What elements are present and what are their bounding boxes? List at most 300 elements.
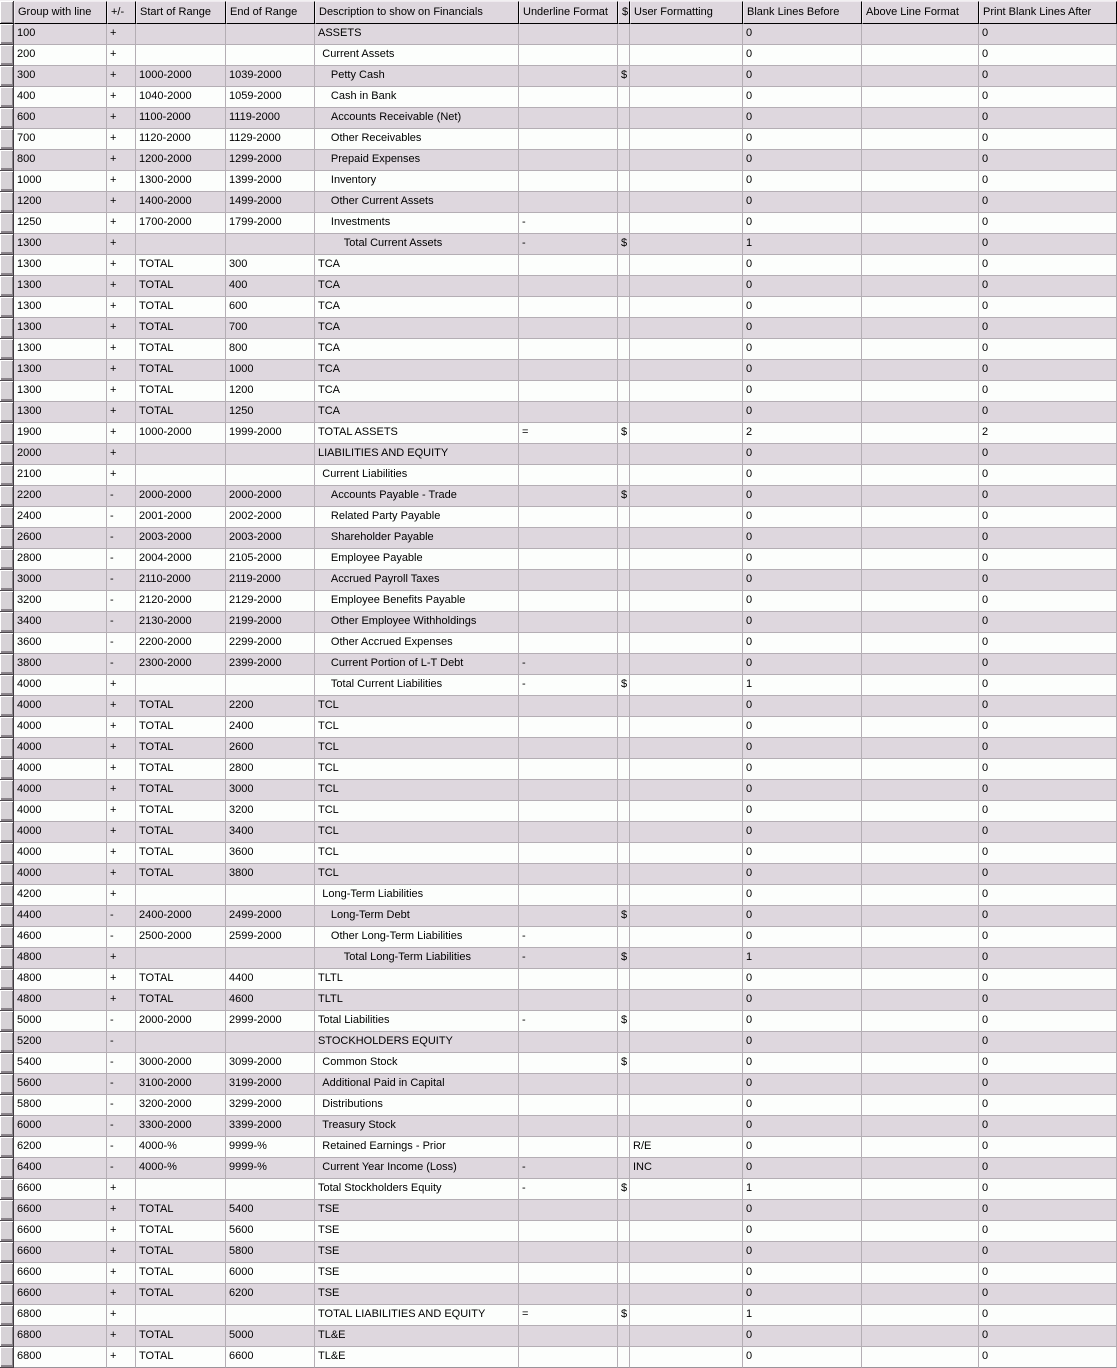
row-selector-button[interactable] — [0, 1263, 14, 1284]
row-selector-button[interactable] — [0, 675, 14, 696]
cell-print-blank-lines-after[interactable]: 0 — [979, 1095, 1117, 1116]
cell-dollar[interactable] — [618, 843, 630, 864]
row-selector-button[interactable] — [0, 885, 14, 906]
cell-above-line-format[interactable] — [862, 129, 979, 150]
cell-start-of-range[interactable] — [136, 444, 226, 465]
row-selector-button[interactable] — [0, 1347, 14, 1368]
cell-group-with-line[interactable]: 6800 — [14, 1305, 107, 1326]
cell-above-line-format[interactable] — [862, 486, 979, 507]
cell-group-with-line[interactable]: 5400 — [14, 1053, 107, 1074]
cell-underline-format[interactable] — [519, 45, 618, 66]
cell-end-of-range[interactable]: 2105-2000 — [226, 549, 315, 570]
cell-blank-lines-before[interactable]: 0 — [743, 570, 862, 591]
cell-end-of-range[interactable]: 1299-2000 — [226, 150, 315, 171]
cell-above-line-format[interactable] — [862, 1326, 979, 1347]
cell-description[interactable]: Investments — [315, 213, 519, 234]
cell-underline-format[interactable] — [519, 24, 618, 45]
cell-above-line-format[interactable] — [862, 192, 979, 213]
row-selector-button[interactable] — [0, 1158, 14, 1179]
cell-group-with-line[interactable]: 6600 — [14, 1221, 107, 1242]
cell-print-blank-lines-after[interactable]: 0 — [979, 738, 1117, 759]
cell-underline-format[interactable] — [519, 633, 618, 654]
cell-above-line-format[interactable] — [862, 444, 979, 465]
cell-user-formatting[interactable] — [630, 1053, 743, 1074]
cell-print-blank-lines-after[interactable]: 0 — [979, 654, 1117, 675]
cell-start-of-range[interactable]: TOTAL — [136, 276, 226, 297]
cell-underline-format[interactable] — [519, 990, 618, 1011]
cell-group-with-line[interactable]: 1300 — [14, 360, 107, 381]
cell-dollar[interactable] — [618, 276, 630, 297]
cell-start-of-range[interactable]: TOTAL — [136, 1284, 226, 1305]
cell-start-of-range[interactable]: TOTAL — [136, 360, 226, 381]
cell-start-of-range[interactable] — [136, 24, 226, 45]
cell-blank-lines-before[interactable]: 0 — [743, 759, 862, 780]
cell-group-with-line[interactable]: 1300 — [14, 402, 107, 423]
cell-plus-minus[interactable]: + — [107, 1326, 136, 1347]
cell-user-formatting[interactable] — [630, 864, 743, 885]
cell-blank-lines-before[interactable]: 0 — [743, 927, 862, 948]
cell-plus-minus[interactable]: + — [107, 297, 136, 318]
cell-underline-format[interactable] — [519, 507, 618, 528]
cell-group-with-line[interactable]: 4000 — [14, 759, 107, 780]
cell-description[interactable]: Other Employee Withholdings — [315, 612, 519, 633]
cell-group-with-line[interactable]: 3800 — [14, 654, 107, 675]
row-selector-button[interactable] — [0, 654, 14, 675]
cell-plus-minus[interactable]: + — [107, 780, 136, 801]
cell-description[interactable]: TCA — [315, 318, 519, 339]
cell-underline-format[interactable] — [519, 1074, 618, 1095]
cell-blank-lines-before[interactable]: 0 — [743, 45, 862, 66]
row-selector-button[interactable] — [0, 1242, 14, 1263]
cell-start-of-range[interactable]: 3100-2000 — [136, 1074, 226, 1095]
cell-description[interactable]: TSE — [315, 1221, 519, 1242]
cell-blank-lines-before[interactable]: 0 — [743, 402, 862, 423]
cell-description[interactable]: Other Receivables — [315, 129, 519, 150]
cell-plus-minus[interactable]: - — [107, 927, 136, 948]
cell-underline-format[interactable] — [519, 780, 618, 801]
cell-description[interactable]: Distributions — [315, 1095, 519, 1116]
cell-dollar[interactable] — [618, 549, 630, 570]
cell-description[interactable]: Petty Cash — [315, 66, 519, 87]
cell-blank-lines-before[interactable]: 0 — [743, 66, 862, 87]
cell-underline-format[interactable] — [519, 969, 618, 990]
cell-end-of-range[interactable]: 1999-2000 — [226, 423, 315, 444]
cell-end-of-range[interactable]: 5800 — [226, 1242, 315, 1263]
cell-description[interactable]: Other Long-Term Liabilities — [315, 927, 519, 948]
cell-underline-format[interactable] — [519, 1284, 618, 1305]
cell-underline-format[interactable] — [519, 444, 618, 465]
cell-plus-minus[interactable]: + — [107, 990, 136, 1011]
cell-dollar[interactable] — [618, 45, 630, 66]
cell-above-line-format[interactable] — [862, 864, 979, 885]
cell-plus-minus[interactable]: - — [107, 1011, 136, 1032]
cell-plus-minus[interactable]: + — [107, 1179, 136, 1200]
cell-print-blank-lines-after[interactable]: 0 — [979, 234, 1117, 255]
cell-description[interactable]: TSE — [315, 1242, 519, 1263]
cell-start-of-range[interactable]: 1200-2000 — [136, 150, 226, 171]
cell-user-formatting[interactable] — [630, 528, 743, 549]
cell-underline-format[interactable] — [519, 486, 618, 507]
cell-plus-minus[interactable]: + — [107, 66, 136, 87]
cell-plus-minus[interactable]: - — [107, 1116, 136, 1137]
cell-above-line-format[interactable] — [862, 171, 979, 192]
cell-plus-minus[interactable]: + — [107, 759, 136, 780]
cell-blank-lines-before[interactable]: 0 — [743, 507, 862, 528]
row-selector-button[interactable] — [0, 402, 14, 423]
cell-user-formatting[interactable] — [630, 1284, 743, 1305]
cell-underline-format[interactable] — [519, 381, 618, 402]
cell-print-blank-lines-after[interactable]: 0 — [979, 213, 1117, 234]
cell-plus-minus[interactable]: + — [107, 87, 136, 108]
cell-above-line-format[interactable] — [862, 108, 979, 129]
cell-description[interactable]: Related Party Payable — [315, 507, 519, 528]
cell-end-of-range[interactable]: 1499-2000 — [226, 192, 315, 213]
cell-print-blank-lines-after[interactable]: 0 — [979, 24, 1117, 45]
cell-plus-minus[interactable]: + — [107, 1242, 136, 1263]
cell-underline-format[interactable]: - — [519, 213, 618, 234]
cell-blank-lines-before[interactable]: 0 — [743, 612, 862, 633]
cell-end-of-range[interactable]: 1399-2000 — [226, 171, 315, 192]
row-selector-button[interactable] — [0, 45, 14, 66]
cell-group-with-line[interactable]: 6600 — [14, 1242, 107, 1263]
cell-start-of-range[interactable]: 1120-2000 — [136, 129, 226, 150]
cell-start-of-range[interactable]: TOTAL — [136, 1242, 226, 1263]
cell-blank-lines-before[interactable]: 0 — [743, 192, 862, 213]
cell-dollar[interactable]: $ — [618, 66, 630, 87]
cell-plus-minus[interactable]: + — [107, 1221, 136, 1242]
cell-dollar[interactable] — [618, 717, 630, 738]
cell-underline-format[interactable] — [519, 150, 618, 171]
cell-print-blank-lines-after[interactable]: 0 — [979, 549, 1117, 570]
cell-dollar[interactable] — [618, 654, 630, 675]
cell-start-of-range[interactable]: 1300-2000 — [136, 171, 226, 192]
cell-above-line-format[interactable] — [862, 1263, 979, 1284]
cell-plus-minus[interactable]: + — [107, 192, 136, 213]
cell-underline-format[interactable] — [519, 1053, 618, 1074]
cell-above-line-format[interactable] — [862, 276, 979, 297]
cell-start-of-range[interactable]: TOTAL — [136, 990, 226, 1011]
cell-plus-minus[interactable]: + — [107, 381, 136, 402]
cell-above-line-format[interactable] — [862, 1137, 979, 1158]
cell-start-of-range[interactable]: TOTAL — [136, 318, 226, 339]
cell-dollar[interactable] — [618, 822, 630, 843]
cell-plus-minus[interactable]: - — [107, 612, 136, 633]
cell-dollar[interactable] — [618, 297, 630, 318]
cell-end-of-range[interactable]: 6000 — [226, 1263, 315, 1284]
cell-underline-format[interactable] — [519, 549, 618, 570]
cell-description[interactable]: Long-Term Liabilities — [315, 885, 519, 906]
cell-user-formatting[interactable] — [630, 1116, 743, 1137]
cell-blank-lines-before[interactable]: 0 — [743, 843, 862, 864]
cell-start-of-range[interactable] — [136, 948, 226, 969]
cell-above-line-format[interactable] — [862, 885, 979, 906]
cell-group-with-line[interactable]: 5200 — [14, 1032, 107, 1053]
cell-underline-format[interactable] — [519, 87, 618, 108]
cell-description[interactable]: Total Current Liabilities — [315, 675, 519, 696]
row-selector-button[interactable] — [0, 234, 14, 255]
cell-above-line-format[interactable] — [862, 717, 979, 738]
cell-user-formatting[interactable] — [630, 1263, 743, 1284]
cell-dollar[interactable] — [618, 1095, 630, 1116]
cell-user-formatting[interactable] — [630, 1305, 743, 1326]
cell-print-blank-lines-after[interactable]: 0 — [979, 87, 1117, 108]
cell-plus-minus[interactable]: + — [107, 150, 136, 171]
cell-print-blank-lines-after[interactable]: 0 — [979, 339, 1117, 360]
cell-end-of-range[interactable] — [226, 1305, 315, 1326]
cell-print-blank-lines-after[interactable]: 0 — [979, 1011, 1117, 1032]
cell-above-line-format[interactable] — [862, 948, 979, 969]
cell-end-of-range[interactable]: 3400 — [226, 822, 315, 843]
cell-above-line-format[interactable] — [862, 297, 979, 318]
cell-print-blank-lines-after[interactable]: 0 — [979, 822, 1117, 843]
cell-underline-format[interactable] — [519, 906, 618, 927]
cell-end-of-range[interactable] — [226, 1032, 315, 1053]
cell-description[interactable]: Cash in Bank — [315, 87, 519, 108]
cell-group-with-line[interactable]: 1300 — [14, 318, 107, 339]
cell-dollar[interactable]: $ — [618, 906, 630, 927]
cell-start-of-range[interactable]: 2300-2000 — [136, 654, 226, 675]
cell-above-line-format[interactable] — [862, 822, 979, 843]
cell-start-of-range[interactable]: 1400-2000 — [136, 192, 226, 213]
cell-dollar[interactable] — [618, 528, 630, 549]
cell-plus-minus[interactable]: - — [107, 1074, 136, 1095]
cell-dollar[interactable] — [618, 1158, 630, 1179]
cell-blank-lines-before[interactable]: 0 — [743, 801, 862, 822]
cell-description[interactable]: TSE — [315, 1284, 519, 1305]
cell-end-of-range[interactable]: 2399-2000 — [226, 654, 315, 675]
cell-print-blank-lines-after[interactable]: 0 — [979, 591, 1117, 612]
cell-end-of-range[interactable]: 1039-2000 — [226, 66, 315, 87]
cell-group-with-line[interactable]: 4800 — [14, 948, 107, 969]
cell-group-with-line[interactable]: 4800 — [14, 990, 107, 1011]
cell-blank-lines-before[interactable]: 0 — [743, 696, 862, 717]
cell-start-of-range[interactable] — [136, 675, 226, 696]
cell-blank-lines-before[interactable]: 0 — [743, 717, 862, 738]
cell-group-with-line[interactable]: 5600 — [14, 1074, 107, 1095]
cell-user-formatting[interactable] — [630, 45, 743, 66]
cell-plus-minus[interactable]: + — [107, 948, 136, 969]
cell-end-of-range[interactable]: 6600 — [226, 1347, 315, 1368]
cell-start-of-range[interactable]: 1000-2000 — [136, 66, 226, 87]
cell-underline-format[interactable] — [519, 1221, 618, 1242]
cell-dollar[interactable] — [618, 738, 630, 759]
cell-description[interactable]: TCA — [315, 360, 519, 381]
cell-group-with-line[interactable]: 1300 — [14, 339, 107, 360]
cell-dollar[interactable] — [618, 192, 630, 213]
cell-dollar[interactable] — [618, 255, 630, 276]
cell-start-of-range[interactable]: 4000-% — [136, 1137, 226, 1158]
cell-dollar[interactable] — [618, 1074, 630, 1095]
row-selector-button[interactable] — [0, 1116, 14, 1137]
cell-dollar[interactable] — [618, 402, 630, 423]
cell-user-formatting[interactable] — [630, 24, 743, 45]
cell-description[interactable]: TL&E — [315, 1326, 519, 1347]
cell-end-of-range[interactable]: 1119-2000 — [226, 108, 315, 129]
cell-description[interactable]: Accrued Payroll Taxes — [315, 570, 519, 591]
cell-group-with-line[interactable]: 4400 — [14, 906, 107, 927]
cell-end-of-range[interactable] — [226, 465, 315, 486]
cell-description[interactable]: Current Year Income (Loss) — [315, 1158, 519, 1179]
cell-underline-format[interactable] — [519, 801, 618, 822]
cell-description[interactable]: TCL — [315, 738, 519, 759]
cell-print-blank-lines-after[interactable]: 0 — [979, 192, 1117, 213]
cell-underline-format[interactable]: - — [519, 654, 618, 675]
cell-description[interactable]: Long-Term Debt — [315, 906, 519, 927]
cell-above-line-format[interactable] — [862, 1053, 979, 1074]
cell-start-of-range[interactable]: 3200-2000 — [136, 1095, 226, 1116]
cell-above-line-format[interactable] — [862, 1305, 979, 1326]
cell-end-of-range[interactable]: 2000-2000 — [226, 486, 315, 507]
cell-blank-lines-before[interactable]: 0 — [743, 1263, 862, 1284]
cell-dollar[interactable]: $ — [618, 423, 630, 444]
cell-plus-minus[interactable]: + — [107, 45, 136, 66]
cell-print-blank-lines-after[interactable]: 0 — [979, 885, 1117, 906]
cell-blank-lines-before[interactable]: 0 — [743, 654, 862, 675]
cell-user-formatting[interactable] — [630, 1221, 743, 1242]
cell-group-with-line[interactable]: 4000 — [14, 801, 107, 822]
cell-blank-lines-before[interactable]: 0 — [743, 171, 862, 192]
cell-group-with-line[interactable]: 1300 — [14, 276, 107, 297]
cell-dollar[interactable] — [618, 570, 630, 591]
cell-description[interactable]: TCL — [315, 843, 519, 864]
cell-print-blank-lines-after[interactable]: 0 — [979, 633, 1117, 654]
cell-group-with-line[interactable]: 200 — [14, 45, 107, 66]
cell-print-blank-lines-after[interactable]: 0 — [979, 927, 1117, 948]
cell-above-line-format[interactable] — [862, 1116, 979, 1137]
cell-user-formatting[interactable] — [630, 612, 743, 633]
cell-above-line-format[interactable] — [862, 1200, 979, 1221]
cell-blank-lines-before[interactable]: 0 — [743, 318, 862, 339]
cell-dollar[interactable]: $ — [618, 1011, 630, 1032]
cell-group-with-line[interactable]: 6800 — [14, 1326, 107, 1347]
row-selector-button[interactable] — [0, 549, 14, 570]
cell-underline-format[interactable] — [519, 108, 618, 129]
cell-start-of-range[interactable]: 2000-2000 — [136, 1011, 226, 1032]
cell-description[interactable]: TSE — [315, 1263, 519, 1284]
cell-start-of-range[interactable]: 2120-2000 — [136, 591, 226, 612]
cell-end-of-range[interactable] — [226, 234, 315, 255]
cell-end-of-range[interactable] — [226, 885, 315, 906]
cell-start-of-range[interactable]: TOTAL — [136, 1347, 226, 1368]
cell-blank-lines-before[interactable]: 0 — [743, 150, 862, 171]
cell-start-of-range[interactable]: 2130-2000 — [136, 612, 226, 633]
cell-description[interactable]: TCL — [315, 780, 519, 801]
cell-user-formatting[interactable] — [630, 822, 743, 843]
cell-plus-minus[interactable]: + — [107, 1347, 136, 1368]
row-selector-button[interactable] — [0, 465, 14, 486]
cell-group-with-line[interactable]: 4000 — [14, 864, 107, 885]
cell-group-with-line[interactable]: 2400 — [14, 507, 107, 528]
row-selector-button[interactable] — [0, 1053, 14, 1074]
cell-print-blank-lines-after[interactable]: 0 — [979, 1200, 1117, 1221]
cell-user-formatting[interactable] — [630, 360, 743, 381]
cell-group-with-line[interactable]: 700 — [14, 129, 107, 150]
cell-plus-minus[interactable]: + — [107, 318, 136, 339]
cell-end-of-range[interactable]: 3399-2000 — [226, 1116, 315, 1137]
cell-blank-lines-before[interactable]: 0 — [743, 990, 862, 1011]
cell-print-blank-lines-after[interactable]: 0 — [979, 843, 1117, 864]
cell-print-blank-lines-after[interactable]: 0 — [979, 108, 1117, 129]
cell-blank-lines-before[interactable]: 0 — [743, 255, 862, 276]
cell-underline-format[interactable] — [519, 360, 618, 381]
cell-blank-lines-before[interactable]: 0 — [743, 87, 862, 108]
cell-above-line-format[interactable] — [862, 507, 979, 528]
cell-above-line-format[interactable] — [862, 528, 979, 549]
cell-underline-format[interactable] — [519, 1116, 618, 1137]
cell-plus-minus[interactable]: + — [107, 675, 136, 696]
cell-print-blank-lines-after[interactable]: 0 — [979, 675, 1117, 696]
cell-start-of-range[interactable] — [136, 1305, 226, 1326]
cell-dollar[interactable]: $ — [618, 486, 630, 507]
cell-plus-minus[interactable]: - — [107, 570, 136, 591]
cell-dollar[interactable]: $ — [618, 675, 630, 696]
cell-above-line-format[interactable] — [862, 969, 979, 990]
cell-plus-minus[interactable]: + — [107, 1305, 136, 1326]
cell-blank-lines-before[interactable]: 0 — [743, 1011, 862, 1032]
cell-group-with-line[interactable]: 6800 — [14, 1347, 107, 1368]
cell-description[interactable]: Common Stock — [315, 1053, 519, 1074]
cell-above-line-format[interactable] — [862, 591, 979, 612]
cell-above-line-format[interactable] — [862, 549, 979, 570]
cell-group-with-line[interactable]: 3000 — [14, 570, 107, 591]
cell-group-with-line[interactable]: 6200 — [14, 1137, 107, 1158]
cell-underline-format[interactable] — [519, 255, 618, 276]
cell-blank-lines-before[interactable]: 0 — [743, 1284, 862, 1305]
cell-dollar[interactable]: $ — [618, 1305, 630, 1326]
cell-group-with-line[interactable]: 600 — [14, 108, 107, 129]
cell-print-blank-lines-after[interactable]: 0 — [979, 402, 1117, 423]
cell-user-formatting[interactable] — [630, 213, 743, 234]
cell-end-of-range[interactable]: 2499-2000 — [226, 906, 315, 927]
cell-above-line-format[interactable] — [862, 612, 979, 633]
cell-blank-lines-before[interactable]: 1 — [743, 234, 862, 255]
cell-dollar[interactable] — [618, 1116, 630, 1137]
cell-dollar[interactable] — [618, 969, 630, 990]
cell-description[interactable]: Inventory — [315, 171, 519, 192]
cell-print-blank-lines-after[interactable]: 0 — [979, 612, 1117, 633]
cell-above-line-format[interactable] — [862, 1032, 979, 1053]
cell-description[interactable]: TCA — [315, 381, 519, 402]
row-selector-button[interactable] — [0, 843, 14, 864]
row-selector-button[interactable] — [0, 318, 14, 339]
cell-user-formatting[interactable] — [630, 675, 743, 696]
cell-end-of-range[interactable]: 3600 — [226, 843, 315, 864]
cell-above-line-format[interactable] — [862, 843, 979, 864]
cell-blank-lines-before[interactable]: 0 — [743, 1158, 862, 1179]
cell-start-of-range[interactable]: 2000-2000 — [136, 486, 226, 507]
cell-above-line-format[interactable] — [862, 1347, 979, 1368]
cell-blank-lines-before[interactable]: 0 — [743, 108, 862, 129]
cell-description[interactable]: STOCKHOLDERS EQUITY — [315, 1032, 519, 1053]
cell-user-formatting[interactable] — [630, 696, 743, 717]
cell-print-blank-lines-after[interactable]: 0 — [979, 864, 1117, 885]
cell-underline-format[interactable]: - — [519, 1158, 618, 1179]
row-selector-button[interactable] — [0, 717, 14, 738]
cell-end-of-range[interactable]: 300 — [226, 255, 315, 276]
cell-group-with-line[interactable]: 1250 — [14, 213, 107, 234]
cell-user-formatting[interactable] — [630, 654, 743, 675]
cell-user-formatting[interactable] — [630, 171, 743, 192]
cell-start-of-range[interactable] — [136, 234, 226, 255]
cell-user-formatting[interactable] — [630, 885, 743, 906]
cell-plus-minus[interactable]: + — [107, 234, 136, 255]
cell-user-formatting[interactable] — [630, 339, 743, 360]
cell-end-of-range[interactable] — [226, 24, 315, 45]
cell-underline-format[interactable] — [519, 276, 618, 297]
cell-dollar[interactable] — [618, 759, 630, 780]
cell-blank-lines-before[interactable]: 0 — [743, 1095, 862, 1116]
row-selector-button[interactable] — [0, 633, 14, 654]
